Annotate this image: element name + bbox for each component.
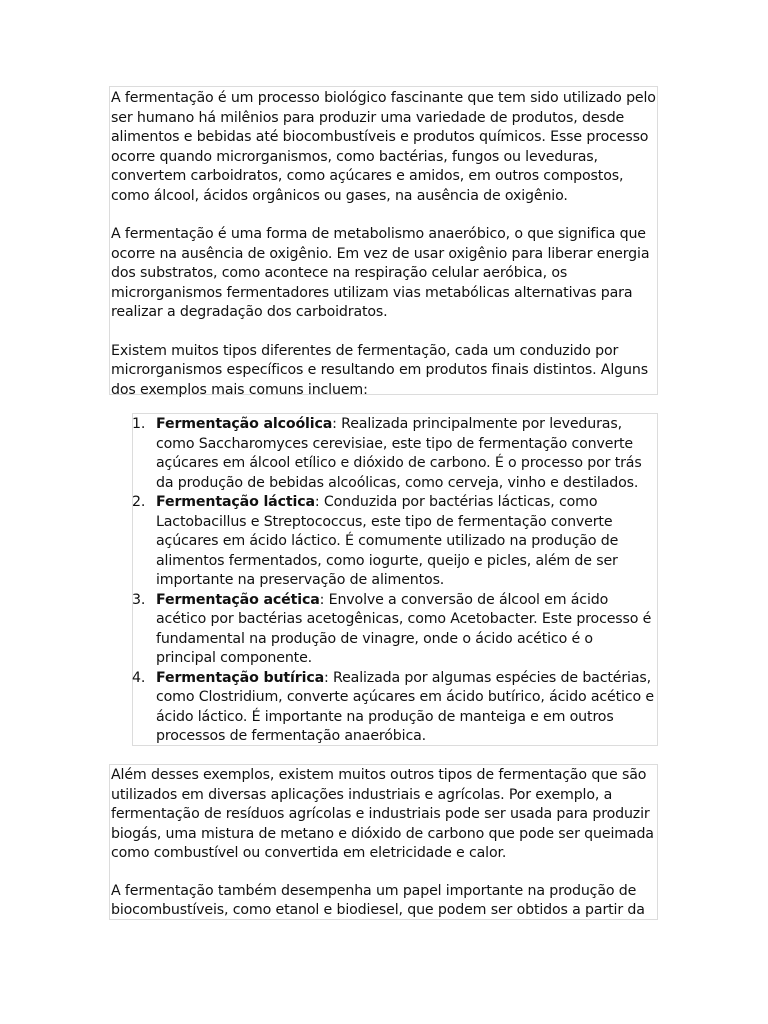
list-term: Fermentação acética: [156, 591, 320, 608]
list-item: [132, 493, 657, 591]
list-term: Fermentação láctica: [156, 494, 315, 510]
list-item: [132, 669, 657, 747]
applications-section: [109, 764, 658, 920]
paragraph: Existem muitos tipos diferentes de fermentação, cada um conduzido por microrganismos específicos e resultando em produtos finais distintos. Alguns dos exemplos mais comuns incluem:: [111, 342, 648, 398]
list-term: Fermentação butírica: [156, 669, 325, 686]
list-text: : Realizada principalmente por leveduras, como Saccharomyces cerevisiae, este tipo de fermentação converte açúcares em álcool etílico e dióxido de carbono. É o processo por trás da produção de bebidas alcoólicas, como cerveja, vinho e destilados.: [156, 416, 642, 491]
list-number: 3.: [132, 591, 146, 608]
list-text: : Conduzida por bactérias lácticas, como Lactobacillus e Streptococcus, este tipo de fermentação converte açúcares em ácido láctico. É comumente utilizado na produção de alimentos fermentados, como iogurte, queijo e picles, além de ser importante na preservação de alimentos.: [156, 494, 619, 588]
paragraph: A fermentação é um processo biológico fascinante que tem sido utilizado pelo ser humano há milênios para produzir uma variedade de produtos, desde alimentos e bebidas até biocombustíveis e produtos químicos. Esse processo ocorre quando microrganismos, como bactérias, fungos ou leveduras, convertem carboidratos, como açúcares e amidos, em outros compostos, como álcool, ácidos orgânicos ou gases, na ausência de oxigênio.: [111, 90, 656, 204]
paragraph: Além desses exemplos, existem muitos outros tipos de fermentação que são utilizados em diversas aplicações industriais e agrícolas. Por exemplo, a fermentação de resíduos agrícolas e industriais pode ser usada para produzir biogás, uma mistura de metano e dióxido de carbono que pode ser queimada como combustível ou convertida em eletricidade e calor.: [111, 767, 654, 861]
list-number: 4.: [132, 669, 146, 686]
intro-section: [109, 86, 658, 398]
list-item: [132, 591, 657, 669]
list-number: 1.: [132, 416, 146, 432]
ordered-list: [132, 415, 657, 747]
fermentation-types-list: [132, 413, 658, 746]
list-text: : Realizada por algumas espécies de bactérias, como Clostridium, converte açúcares em ácido butírico, ácido acético e ácido láctico. É importante na produção de manteiga e em outros processos de fermentação anaeróbica.: [156, 669, 654, 744]
list-number: 2.: [132, 494, 146, 510]
paragraph: A fermentação também desempenha um papel importante na produção de biocombustíveis, como etanol e biodiesel, que podem ser obtidos a partir da: [111, 882, 645, 918]
list-item: [132, 415, 657, 493]
list-text: : Envolve a conversão de álcool em ácido acético por bactérias acetogênicas, como Acetobacter. Este processo é fundamental na produção de vinagre, onde o ácido acético é o principal componente.: [156, 591, 652, 666]
paragraph: A fermentação é uma forma de metabolismo anaeróbico, o que significa que ocorre na ausência de oxigênio. Em vez de usar oxigênio para liberar energia dos substratos, como acontece na respiração celular aeróbica, os microrganismos fermentadores utilizam vias metabólicas alternativas para realizar a degradação dos carboidratos.: [111, 226, 650, 320]
list-term: Fermentação alcoólica: [156, 416, 333, 432]
